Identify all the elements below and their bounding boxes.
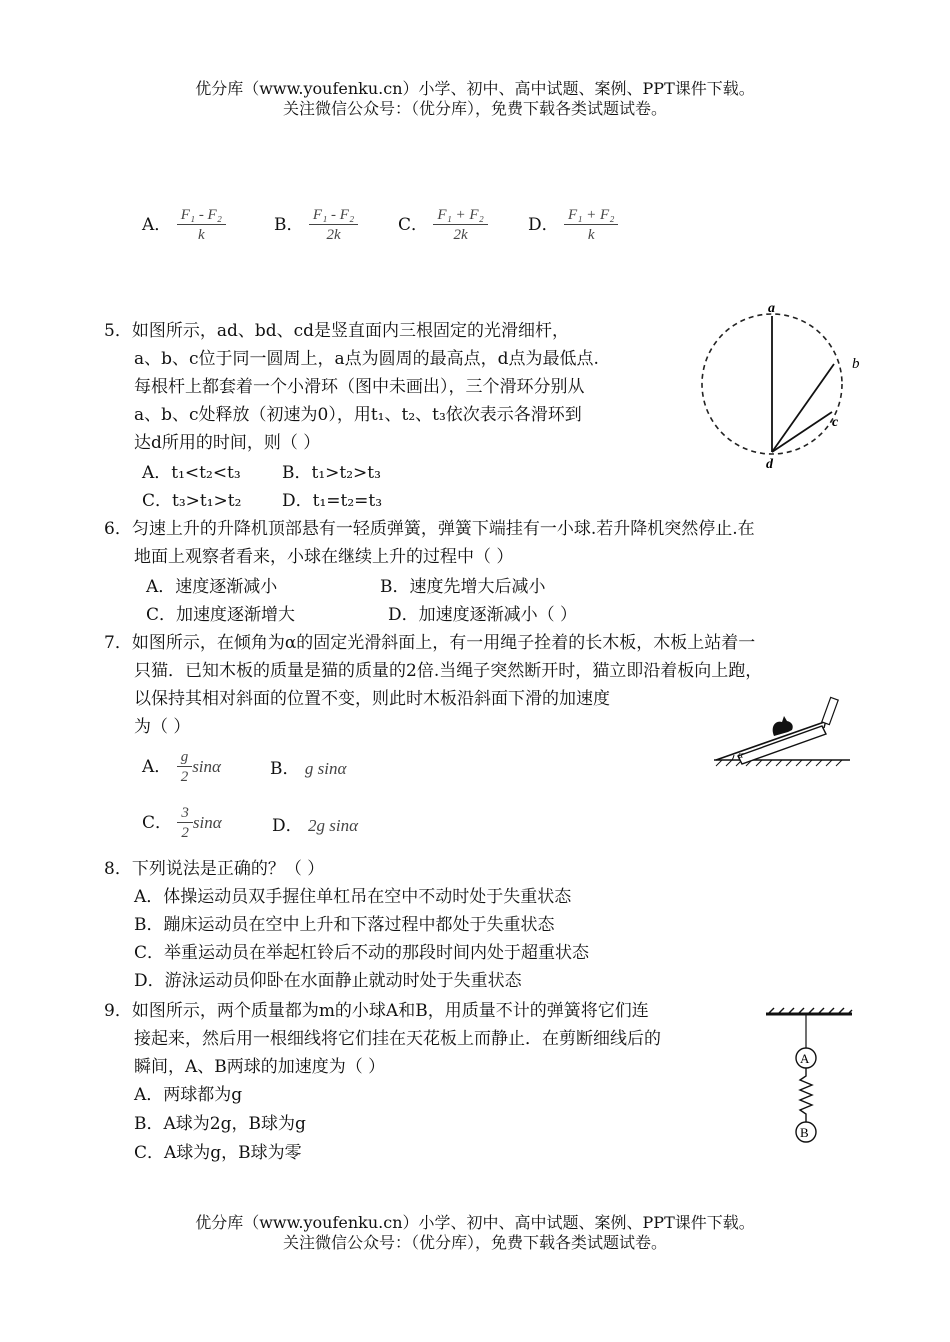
incline-surface <box>716 720 830 760</box>
q9-line-1: 9．如图所示，两个质量都为m的小球A和B，用质量不计的弹簧将它们连 <box>104 1001 649 1021</box>
fraction-numerator: F₁ + F₂ <box>433 206 487 225</box>
q7-line-1: 7．如图所示，在倾角为α的固定光滑斜面上，有一用绳子拴着的长木板，木板上站着一 <box>104 633 756 653</box>
q8-stem: 8．下列说法是正确的？（ ） <box>104 859 325 879</box>
option-label: C． <box>398 215 429 235</box>
q6-option-b: B．速度先增大后减小 <box>380 577 546 597</box>
q5-line-1: 5．如图所示，ad、bd、cd是竖直面内三根固定的光滑细杆， <box>104 321 570 341</box>
q8-option-b: B．蹦床运动员在空中上升和下落过程中都处于失重状态 <box>134 915 555 935</box>
option-label: D． <box>528 215 559 235</box>
option-label: C． <box>142 813 173 833</box>
q5-option-b: B．t₁>t₂>t₃ <box>282 463 381 483</box>
q6-option-c: C．加速度逐渐增大 <box>146 605 296 625</box>
fraction-denominator: 2k <box>453 227 468 243</box>
q7-option-a <box>142 748 221 787</box>
q5-option-c: C．t₃>t₁>t₂ <box>142 491 242 511</box>
fraction <box>564 206 618 245</box>
fraction-denominator: 2k <box>326 227 341 243</box>
q5-circle-figure <box>696 300 876 472</box>
option-label: A． <box>142 215 172 235</box>
expression: g sinα <box>304 759 347 778</box>
q4-option-d <box>528 206 618 245</box>
q5-option-d: D．t₁=t₂=t₃ <box>282 491 383 511</box>
expression-tail: sinα <box>192 757 221 776</box>
q6-line-1: 6．匀速上升的升降机顶部悬有一轻质弹簧，弹簧下端挂有一小球.若升降机突然停止.在 <box>104 519 755 539</box>
q8-option-d: D．游泳运动员仰卧在水面静止就动时处于失重状态 <box>134 971 522 991</box>
fraction-numerator: F₁ + F₂ <box>564 206 618 225</box>
spring <box>800 1068 812 1122</box>
header-line-2: 关注微信公众号：（优分库），免费下载各类试题试卷。 <box>282 99 667 118</box>
label-c: c <box>832 415 839 430</box>
fraction-numerator: F₁ - F₂ <box>177 206 226 225</box>
q9-option-b: B．A球为2g，B球为g <box>134 1114 306 1134</box>
q7-line-4: 为（ ） <box>134 717 191 737</box>
q7-option-d <box>272 815 358 837</box>
q5-line-3: 每根杆上都套着一个小滑环（图中未画出），三个滑环分别从 <box>134 377 585 397</box>
label-a: a <box>768 301 775 316</box>
q6-option-a: A．速度逐渐减小 <box>146 577 278 597</box>
expression: 2g sinα <box>308 816 359 835</box>
q7-line-2: 只猫．已知木板的质量是猫的质量的2倍.当绳子突然断开时，猫立即沿着板向上跑， <box>134 661 763 681</box>
q7-line-3: 以保持其相对斜面的位置不变，则此时木板沿斜面下滑的加速度 <box>134 689 610 709</box>
fraction-numerator: F₁ - F₂ <box>309 206 358 225</box>
q7-incline-figure <box>710 692 852 768</box>
q9-option-c: C．A球为g，B球为零 <box>134 1143 302 1163</box>
q5-option-a: A．t₁<t₂<t₃ <box>142 463 241 483</box>
q7-option-c <box>142 804 222 843</box>
ball-a-label: A <box>800 1051 810 1066</box>
ball-b-label: B <box>800 1125 809 1140</box>
q4-option-b <box>274 206 358 245</box>
q6-line-2: 地面上观察者看来，小球在继续上升的过程中（ ） <box>134 547 514 567</box>
q4-option-a <box>142 206 226 245</box>
fraction-denominator: 2 <box>181 825 189 841</box>
cat-silhouette <box>773 716 793 736</box>
fraction <box>177 804 193 843</box>
footer-line-2: 关注微信公众号：（优分库），免费下载各类试题试卷。 <box>282 1233 667 1252</box>
peg <box>822 697 838 724</box>
q9-line-2: 接起来，然后用一根细线将它们挂在天花板上而静止．在剪断细线后的 <box>134 1029 661 1049</box>
fraction-numerator: g <box>177 748 193 767</box>
fraction-denominator: k <box>587 227 595 243</box>
q9-option-a: A．两球都为g <box>134 1085 243 1105</box>
label-b: b <box>852 356 860 372</box>
rod-bd <box>772 364 834 452</box>
ground-hatching <box>716 760 842 766</box>
angle-label: α <box>738 750 744 761</box>
q8-option-a: A．体操运动员双手握住单杠吊在空中不动时处于失重状态 <box>134 887 572 907</box>
option-label: B． <box>270 759 300 779</box>
header-line-1: 优分库（www.youfenku.cn）小学、初中、高中试题、案例、PPT课件下载。 <box>195 79 755 98</box>
option-label: B． <box>274 215 304 235</box>
footer-line-1: 优分库（www.youfenku.cn）小学、初中、高中试题、案例、PPT课件下载。 <box>195 1213 755 1232</box>
q4-option-c <box>398 206 488 245</box>
q7-option-b <box>270 758 346 780</box>
q9-spring-figure <box>764 1002 854 1148</box>
label-d: d <box>766 457 773 472</box>
fraction <box>433 206 487 245</box>
q5-line-2: a、b、c位于同一圆周上，a点为圆周的最高点，d点为最低点. <box>134 349 599 369</box>
fraction <box>309 206 358 245</box>
fraction-numerator: 3 <box>177 804 193 823</box>
fraction-denominator: 2 <box>180 769 189 785</box>
q6-option-d: D．加速度逐渐减小（ ） <box>388 605 578 625</box>
q5-line-4: a、b、c处释放（初速为0），用t₁、t₂、t₃依次表示各滑环到 <box>134 405 582 425</box>
expression-tail: sinα <box>192 813 222 832</box>
rod-cd <box>772 412 832 452</box>
q5-line-5: 达d所用的时间，则（ ） <box>134 433 321 453</box>
q9-line-3: 瞬间，A、B两球的加速度为（ ） <box>134 1057 386 1077</box>
fraction <box>177 206 226 245</box>
fraction-denominator: k <box>197 227 205 243</box>
fraction <box>177 748 193 787</box>
option-label: A． <box>142 757 172 777</box>
q8-option-c: C．举重运动员在举起杠铃后不动的那段时间内处于超重状态 <box>134 943 590 963</box>
option-label: D． <box>272 816 303 836</box>
